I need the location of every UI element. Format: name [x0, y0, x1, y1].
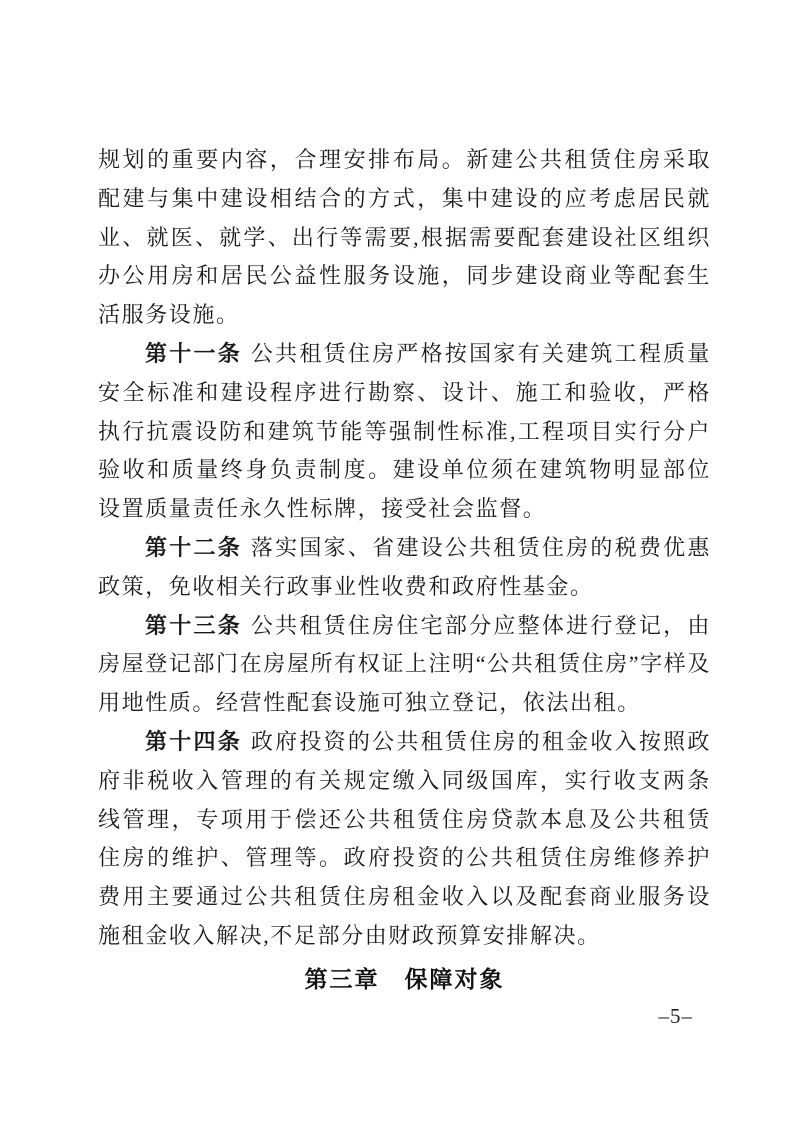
paragraph-text: 落实国家、省建设公共租赁住房的税费优惠政策，免收相关行政事业性收费和政府性基金。 — [98, 534, 712, 599]
chapter-heading: 第三章 保障对象 — [304, 965, 505, 992]
paragraph-article-12 — [98, 529, 711, 607]
document-body — [98, 141, 711, 999]
paragraph-article-11 — [98, 335, 711, 529]
article-number: 第十二条 — [145, 534, 243, 560]
article-number: 第十四条 — [145, 728, 243, 754]
paragraph-text: 政府投资的公共租赁住房的租金收入按照政府非税收入管理的有关规定缴入同级国库，实行收支两条线管理，专项用于偿还公共租赁住房贷款本息及公共租赁住房的维护、管理等。政府投资的公共租赁住房维修养护费用主要通过公共租赁住房租金收入以及配套商业服务设施租金收入解决,不足部分由财政预算安排解决。 — [98, 728, 712, 948]
paragraph-article-13 — [98, 607, 711, 723]
paragraph-text: 规划的重要内容，合理安排布局。新建公共租赁住房采取配建与集中建设相结合的方式，集中建设的应考虑居民就业、就医、就学、出行等需要,根据需要配套建设社区组织办公用房和居民公益性服务设施，同步建设商业等配套生活服务设施。 — [98, 147, 711, 328]
paragraph-text: 公共租赁住房住宅部分应整体进行登记，由房屋登记部门在房屋所有权证上注明“公共租赁住房”字样及用地性质。经营性配套设施可独立登记，依法出租。 — [98, 612, 712, 716]
paragraph-continuation — [98, 141, 711, 335]
paragraph-text: 公共租赁住房严格按国家有关建筑工程质量安全标准和建设程序进行勘察、设计、施工和验收，严格执行抗震设防和建筑节能等强制性标准,工程项目实行分户验收和质量终身负责制度。建设单位须在建筑物明显部位设置质量责任永久性标牌，接受社会监督。 — [98, 340, 712, 522]
paragraph-article-14 — [98, 723, 711, 956]
article-number: 第十三条 — [145, 612, 243, 638]
page-number: –5– — [658, 1004, 693, 1028]
article-number: 第十一条 — [145, 340, 243, 366]
